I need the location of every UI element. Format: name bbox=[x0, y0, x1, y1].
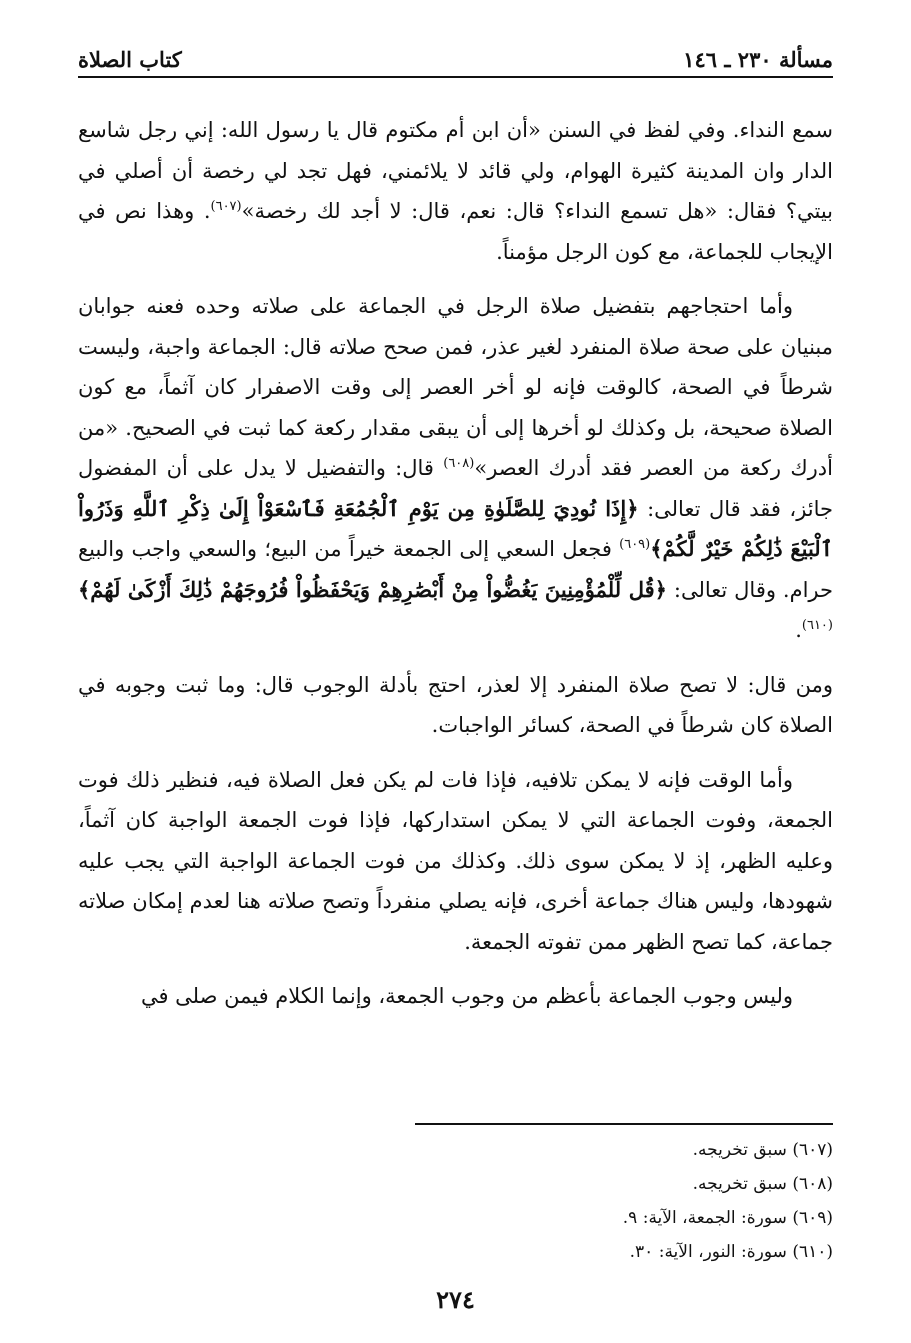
footnote-number: (٦٠٩) bbox=[792, 1208, 833, 1228]
paragraph-text: وأما الوقت فإنه لا يمكن تلافيه، فإذا فات لم يكن فعل الصلاة فيه، فنظير ذلك فوت الجمعة، وفوت الجماعة التي لا يمكن استداركها، فإذا فوت الجمعة الواجبة كان آثماً، وعليه الظهر، إذ لا يمكن سوى ذلك. وكذلك من فوت الجماعة الواجبة التي يجب عليه شهودها، وليس هناك جماعة أخرى، فإنه يصلي منفرداً وتصح صلاته هنا لعدم إمكان صلاته جماعة، كما تصح الظهر ممن تفوته الجمعة. bbox=[78, 767, 833, 954]
paragraph bbox=[78, 760, 833, 963]
page-number: ٢٧٤ bbox=[436, 1285, 475, 1314]
footnote-number: (٦٠٧) bbox=[792, 1140, 833, 1160]
header-book-section: كتاب الصلاة bbox=[78, 47, 182, 72]
paragraph-text: سمع النداء. وفي لفظ في السنن «أن ابن أم مكتوم قال يا رسول الله: إني رجل شاسع الدار وان المدينة كثيرة الهوام، ولي قائد لا يلائمني، فهل تجد لي رخصة أن أصلي في بيتي؟ فقال: «هل تسمع النداء؟ قال: نعم، قال: لا أجد لك رخصة» bbox=[78, 118, 834, 223]
running-header bbox=[78, 40, 833, 78]
footnote-ref: (٦٠٨) bbox=[443, 456, 475, 471]
footnote-ref: (٦١٠) bbox=[801, 618, 833, 633]
footnote-number: (٦٠٨) bbox=[792, 1174, 833, 1194]
footnote bbox=[78, 1201, 833, 1235]
footnote-text: سورة: النور، الآية: ٣٠. bbox=[629, 1242, 787, 1262]
paragraph-text: . bbox=[795, 618, 802, 642]
footnote-ref: (٦٠٩) bbox=[619, 537, 651, 552]
footnote-ref: (٦٠٧) bbox=[210, 199, 242, 214]
footnote-separator bbox=[415, 1123, 833, 1125]
footnote-number: (٦١٠) bbox=[792, 1242, 833, 1262]
footnote bbox=[78, 1167, 833, 1201]
paragraph bbox=[78, 976, 833, 1017]
footnote bbox=[78, 1235, 833, 1269]
paragraph-text: قال: والتفضيل لا يدل على أن المفضول جائز، فقد قال تعالى: bbox=[78, 456, 834, 521]
footnote-text: سبق تخريجه. bbox=[692, 1174, 787, 1194]
paragraph-text: وأما احتجاجهم بتفضيل صلاة الرجل في الجماعة على صلاته وحده فعنه جوابان مبنيان على صحة صلاة المنفرد لغير عذر، فمن صحح صلاته قال: الجماعة واجبة، وليست شرطاً في الصحة، كالوقت فإنه لو أخر العصر إلى وقت الاصفرار كان آثماً، مع كون الصلاة صحيحة، بل وكذلك لو أخرها إلى أن يبقى مقدار ركعة كما ثبت في الصحيح. «من أدرك ركعة من العصر فقد أدرك العصر» bbox=[78, 294, 833, 480]
paragraph bbox=[78, 110, 833, 272]
quran-verse: ﴿إِذَا نُودِيَ لِلصَّلَوٰةِ مِن يَوْمِ ٱلْجُمُعَةِ فَٱسْعَوْاْ إِلَىٰ ذِكْرِ ٱللَّهِ وَذَرُواْ ٱلْبَيْعَ ذَٰلِكُمْ خَيْرٌ لَّكُمْ﴾ bbox=[78, 495, 833, 561]
footnote-text: سورة: الجمعة، الآية: ٩. bbox=[622, 1208, 787, 1228]
footnote-text: سبق تخريجه. bbox=[692, 1140, 787, 1160]
paragraph-text: . وهذا نص في الإيجاب للجماعة، مع كون الرجل مؤمناً. bbox=[78, 199, 833, 264]
quran-verse: ﴿قُل لِّلْمُؤْمِنِينَ يَغُضُّواْ مِنْ أَبْصَٰرِهِمْ وَيَحْفَظُواْ فُرُوجَهُمْ ذَٰلِكَ أَزْكَىٰ لَهُمْ﴾ bbox=[78, 576, 667, 602]
footnotes bbox=[78, 1133, 833, 1269]
footnote bbox=[78, 1133, 833, 1167]
paragraph bbox=[78, 665, 833, 746]
header-issue-range: مسألة ٢٣٠ ـ ١٤٦ bbox=[683, 47, 833, 72]
paragraph-text: ومن قال: لا تصح صلاة المنفرد إلا لعذر، احتج بأدلة الوجوب قال: وما ثبت وجوبه في الصلاة كان شرطاً في الصحة، كسائر الواجبات. bbox=[78, 672, 833, 737]
main-text bbox=[78, 110, 833, 1031]
paragraph bbox=[78, 286, 833, 651]
paragraph-text: وليس وجوب الجماعة بأعظم من وجوب الجمعة، وإنما الكلام فيمن صلى في bbox=[140, 984, 793, 1008]
paragraph-text: فجعل السعي إلى الجمعة خيراً من البيع؛ والسعي واجب والبيع حرام. وقال تعالى: bbox=[78, 537, 833, 602]
